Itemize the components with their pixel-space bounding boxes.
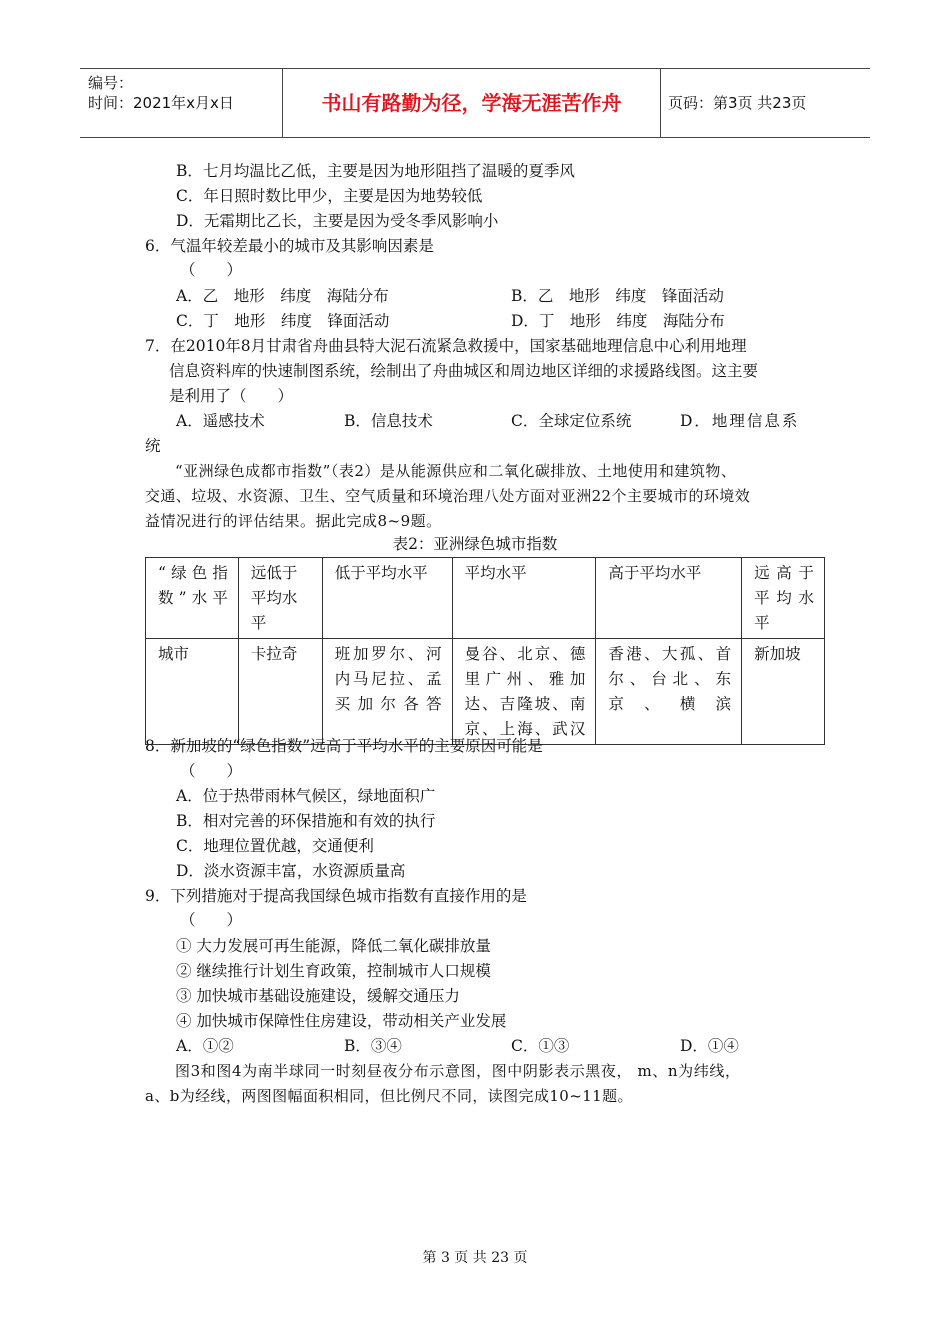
q6-option-a: A．乙 地形 纬度 海陆分布 <box>176 287 389 305</box>
q5-option-c: C．年日照时数比甲少，主要是因为地势较低 <box>176 187 483 205</box>
q8-answer-paren: （ ） <box>180 762 243 780</box>
table-cell: 新加坡 <box>742 639 825 745</box>
doc-date-label: 时间：2021年x月x日 <box>88 94 234 112</box>
q9-item-4: ④ 加快城市保障性住房建设，带动相关产业发展 <box>176 1012 507 1030</box>
table-header-cell: 远低于平均水平 <box>238 558 322 639</box>
q5-option-d: D．无霜期比乙长，主要是因为受冬季风影响小 <box>176 212 499 230</box>
doc-number-label: 编号： <box>88 74 134 92</box>
intro-line2: 交通、垃圾、水资源、卫生、空气质量和环境治理八处方面对亚洲22个主要城市的环境效 <box>145 487 751 505</box>
q9-option-c: C．①③ <box>511 1037 570 1055</box>
page-footer: 第 3 页 共 23 页 <box>422 1250 528 1266</box>
q7-option-b: B．信息技术 <box>344 412 433 430</box>
q9-option-d: D．①④ <box>680 1037 739 1055</box>
q6-option-c: C．丁 地形 纬度 锋面活动 <box>176 312 390 330</box>
table-header-cell: 低于平均水平 <box>322 558 452 639</box>
q8-option-a: A．位于热带雨林气候区，绿地面积广 <box>176 787 436 805</box>
q7-option-d-wrap: 统 <box>145 437 161 455</box>
table-cell: 卡拉奇 <box>238 639 322 745</box>
intro-line1: “亚洲绿色成都市指数”（表2）是从能源供应和二氧化碳排放、土地使用和建筑物、 <box>175 462 737 480</box>
header-page-label: 页码：第3页 共23页 <box>668 94 807 112</box>
q9-answer-paren: （ ） <box>180 911 243 929</box>
table-header-row <box>146 558 825 639</box>
table-header-cell: 平均水平 <box>452 558 596 639</box>
q6-option-b: B．乙 地形 纬度 锋面活动 <box>511 287 724 305</box>
intro-line3: 益情况进行的评估结果。据此完成8~9题。 <box>145 512 442 530</box>
q9-item-2: ② 继续推行计划生育政策，控制城市人口规模 <box>176 962 491 980</box>
table-cell: 班加罗尔、河内马尼拉、孟买加尔各答 <box>322 639 452 745</box>
fig-intro-line2: a、b为经线，两图图幅面积相同，但比例尺不同，读图完成10~11题。 <box>145 1087 633 1105</box>
q7-stem-line1: 7．在2010年8月甘肃省舟曲县特大泥石流紧急救援中，国家基础地理信息中心利用地理 <box>145 337 747 355</box>
q9-option-a: A．①② <box>176 1037 234 1055</box>
table-row-label: 城市 <box>146 639 239 745</box>
green-index-table <box>145 557 825 745</box>
header-meta <box>80 69 283 137</box>
q7-option-a: A．遥感技术 <box>176 412 265 430</box>
q7-stem-line3: 是利用了（ ） <box>169 387 294 405</box>
q8-option-b: B．相对完善的环保措施和有效的执行 <box>176 812 436 830</box>
q9-option-b: B．③④ <box>344 1037 402 1055</box>
table-header-cell: 高于平均水平 <box>596 558 742 639</box>
page-header <box>80 68 870 138</box>
q8-option-d: D．淡水资源丰富，水资源质量高 <box>176 862 406 880</box>
q6-option-d: D．丁 地形 纬度 海陆分布 <box>511 312 725 330</box>
table-caption: 表2：亚洲绿色城市指数 <box>392 535 558 553</box>
q9-item-3: ③ 加快城市基础设施建设，缓解交通压力 <box>176 987 460 1005</box>
table-header-cell: 远高于平均水平 <box>742 558 825 639</box>
table-cell: 曼谷、北京、德里广州、雅加达、吉隆坡、南京、上海、武汉 <box>452 639 596 745</box>
table-cell: 香港、大孤、首尔、台北、东京、横滨 <box>596 639 742 745</box>
q7-option-c: C．全球定位系统 <box>511 412 632 430</box>
q6-stem: 6．气温年较差最小的城市及其影响因素是 <box>145 237 434 255</box>
q6-answer-paren: （ ） <box>180 261 243 279</box>
q8-stem: 8．新加坡的“绿色指数”远高于平均水平的主要原因可能是 <box>145 737 543 755</box>
table-row <box>146 639 825 745</box>
q9-item-1: ① 大力发展可再生能源，降低二氧化碳排放量 <box>176 937 491 955</box>
q5-option-b: B．七月均温比乙低，主要是因为地形阻挡了温暖的夏季风 <box>176 162 575 180</box>
fig-intro-line1: 图3和图4为南半球同一时刻昼夜分布示意图，图中阴影表示黑夜， m、n为纬线， <box>175 1062 741 1080</box>
table-header-cell: “绿色指数”水平 <box>146 558 239 639</box>
q9-stem: 9．下列措施对于提高我国绿色城市指数有直接作用的是 <box>145 887 527 905</box>
q7-option-d: D．地理信息系 <box>680 412 800 430</box>
header-motto: 书山有路勤为径，学海无涯苦作舟 <box>283 69 661 137</box>
q7-stem-line2: 信息资料库的快速制图系统，绘制出了舟曲城区和周边地区详细的求援路线图。这主要 <box>169 362 759 380</box>
q8-option-c: C．地理位置优越，交通便利 <box>176 837 374 855</box>
